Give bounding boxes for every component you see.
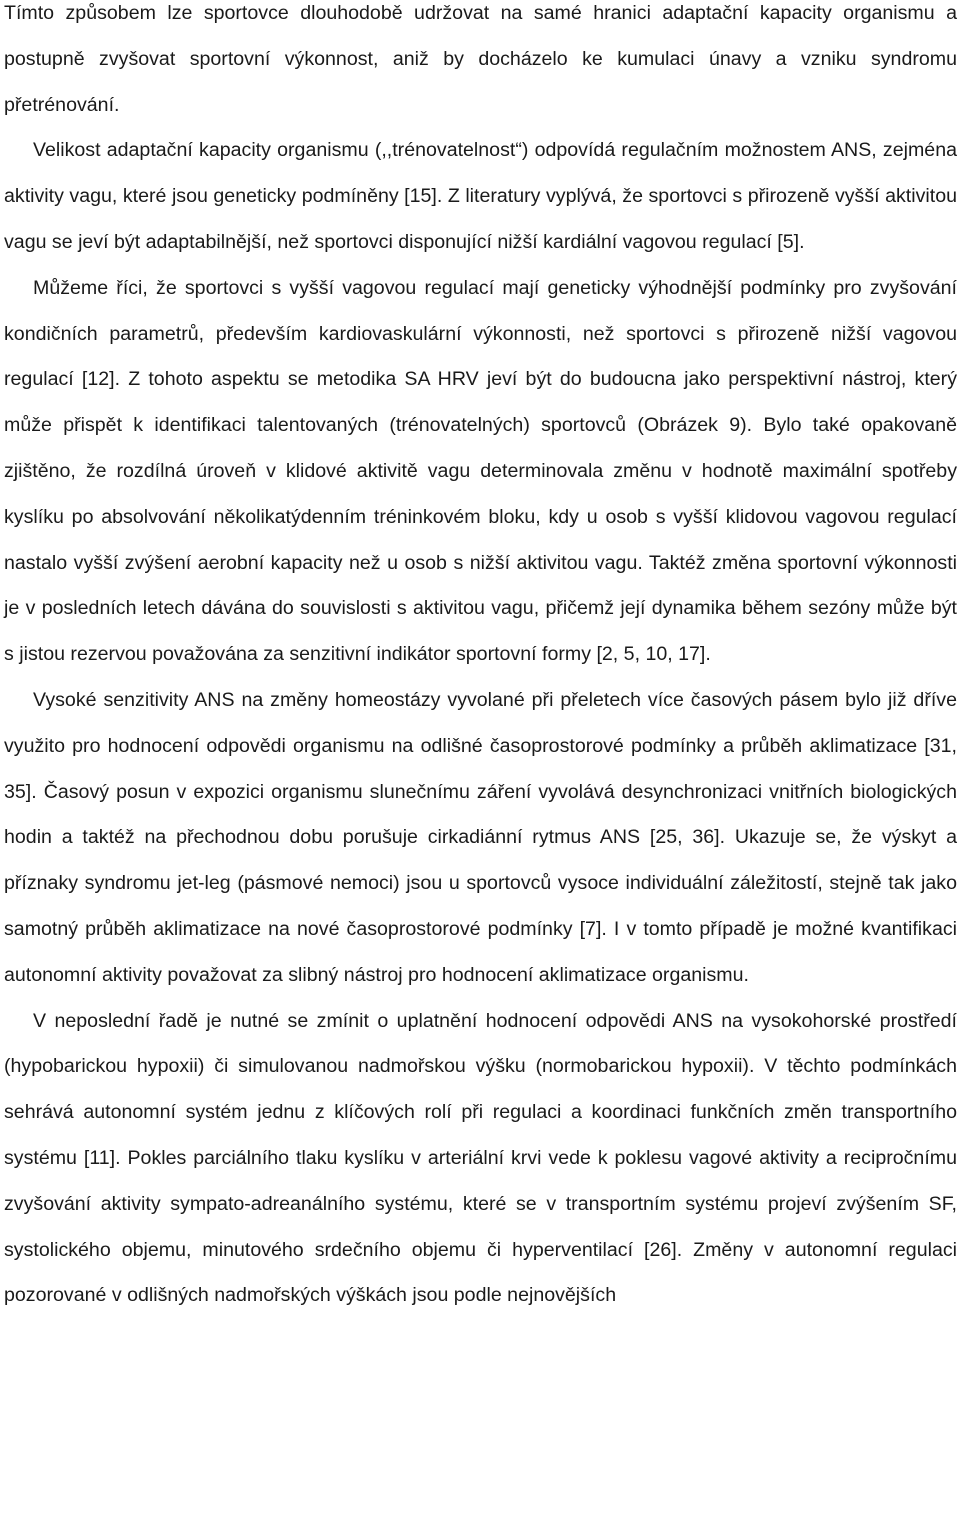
paragraph-2: Velikost adaptační kapacity organismu (,,trénovatelnost“) odpovídá regulačním možnostem ANS, zejména aktivity vagu, které jsou geneticky podmíněny [15]. Z literatury vyplývá, že sportovci s přirozeně vyšší aktivitou vagu se jeví být adaptabilnější, než sportovci disponující nižší kardiální vagovou regulací [5]. [4,139,957,253]
paragraph-1: Tímto způsobem lze sportovce dlouhodobě udržovat na samé hranici adaptační kapacity organismu a postupně zvyšovat sportovní výkonnost, aniž by docházelo ke kumulaci únavy a vzniku syndromu přetrénování. [4,2,957,116]
document-page [4,0,957,1319]
paragraph-5: V neposlední řadě je nutné se zmínit o uplatnění hodnocení odpovědi ANS na vysokohorské prostředí (hypobarickou hypoxii) či simulovanou nadmořskou výšku (normobarickou hypoxii). V těchto podmínkách sehrává autonomní systém jednu z klíčových rolí při regulaci a koordinaci funkčních změn transportního systému [11]. Pokles parciálního tlaku kyslíku v arteriální krvi vede k poklesu vagové aktivity a recipročnímu zvyšování aktivity sympato-adreanálního systému, které se v transportním systému projeví zvýšením SF, systolického objemu, minutového srdečního objemu či hyperventilací [26]. Změny v autonomní regulaci pozorované v odlišných nadmořských výškách jsou podle nejnovějších [4,1009,957,1307]
paragraph-4: Vysoké senzitivity ANS na změny homeostázy vyvolané při přeletech více časových pásem bylo již dříve využito pro hodnocení odpovědi organismu na odlišné časoprostorové podmínky a průběh aklimatizace [31, 35]. Časový posun v expozici organismu slunečnímu záření vyvolává desynchronizaci vnitřních biologických hodin a taktéž na přechodnou dobu porušuje cirkadiánní rytmus ANS [25, 36]. Ukazuje se, že výskyt a příznaky syndromu jet-leg (pásmové nemoci) jsou u sportovců vysoce individuální záležitostí, stejně tak jako samotný průběh aklimatizace na nové časoprostorové podmínky [7]. I v tomto případě je možné kvantifikaci autonomní aktivity považovat za slibný nástroj pro hodnocení aklimatizace organismu. [4,688,957,986]
paragraph-3: Můžeme říci, že sportovci s vyšší vagovou regulací mají geneticky výhodnější podmínky pro zvyšování kondičních parametrů, především kardiovaskulární výkonnosti, než sportovci s přirozeně nižší vagovou regulací [12]. Z tohoto aspektu se metodika SA HRV jeví být do budoucna jako perspektivní nástroj, který může přispět k identifikaci talentovaných (trénovatelných) sportovců (Obrázek 9). Bylo také opakovaně zjištěno, že rozdílná úroveň v klidové aktivitě vagu determinovala změnu v hodnotě maximální spotřeby kyslíku po absolvování několikatýdenním tréninkovém bloku, kdy u osob s vyšší klidovou vagovou regulací nastalo vyšší zvýšení aerobní kapacity než u osob s nižší aktivitou vagu. Taktéž změna sportovní výkonnosti je v posledních letech dávána do souvislosti s aktivitou vagu, přičemž její dynamika během sezóny může být s jistou rezervou považována za senzitivní indikátor sportovní formy [2, 5, 10, 17]. [4,276,957,666]
